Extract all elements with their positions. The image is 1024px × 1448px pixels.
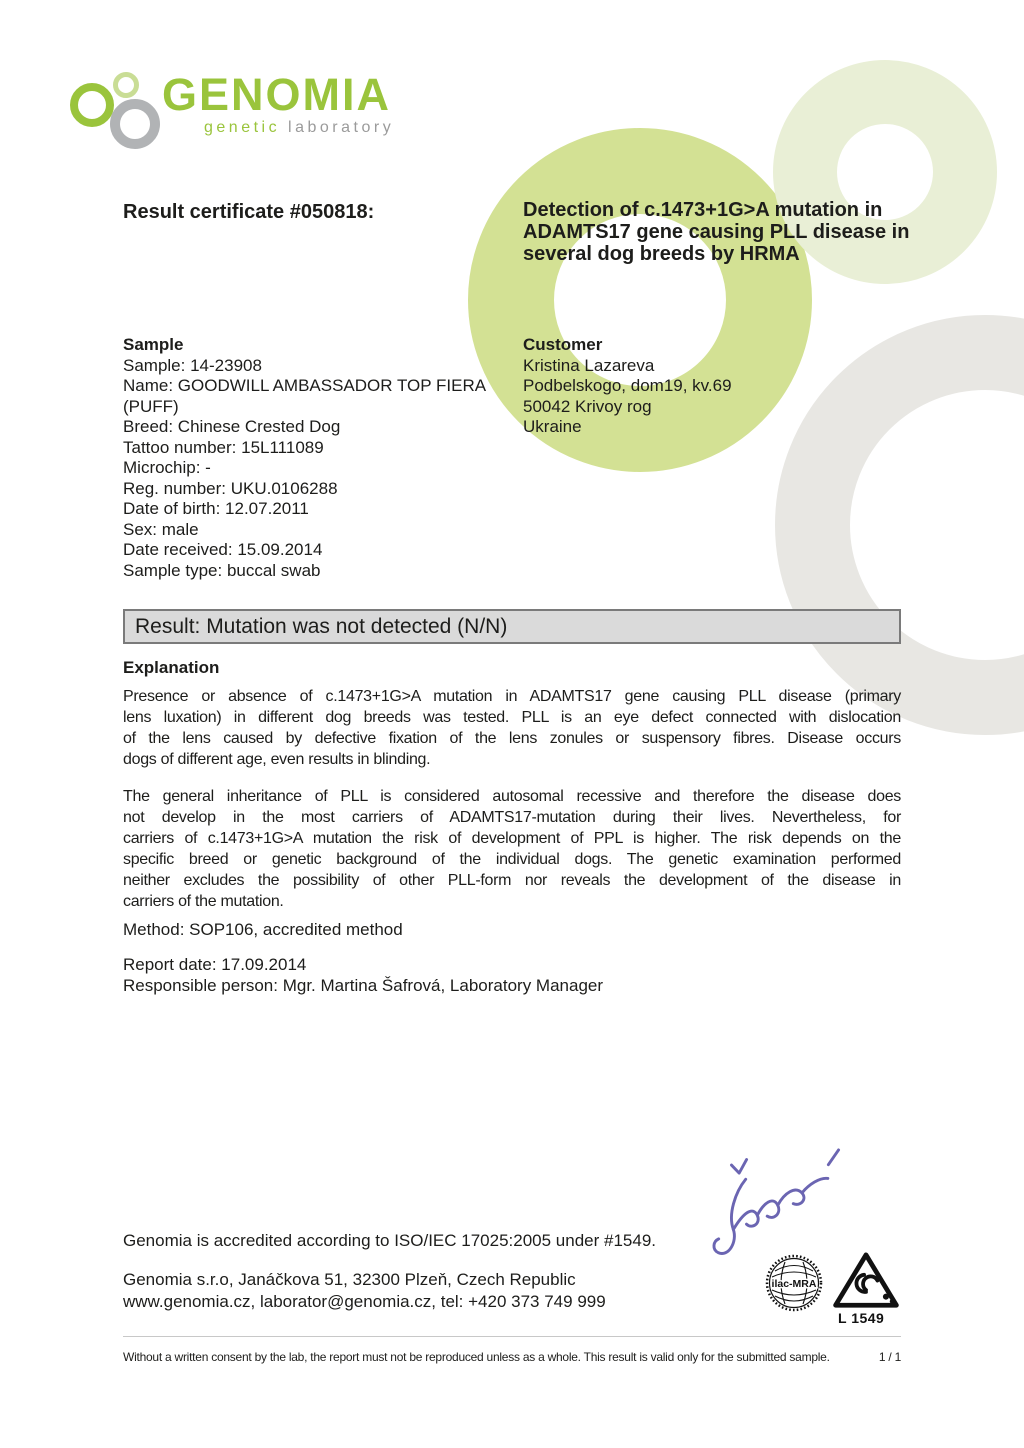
- paragraph-line: Presence or absence of c.1473+1G>A mutation in ADAMTS17 gene causing PLL disease (primary: [123, 688, 901, 705]
- paragraph-line: carriers of the mutation.: [123, 893, 284, 910]
- test-title: [523, 199, 923, 265]
- sample-info-line: (PUFF): [123, 396, 179, 416]
- accreditation-triangle-logo-icon: [831, 1252, 901, 1309]
- accreditation-number-label: L 1549: [838, 1310, 885, 1326]
- sample-info-line: Sample type: buccal swab: [123, 560, 321, 580]
- logo-ring-green-icon: [70, 83, 114, 127]
- sample-info-line: Date of birth: 12.07.2011: [123, 499, 309, 518]
- customer-info-line: Kristina Lazareva: [523, 355, 655, 375]
- brand-wordmark: GENOMIA: [162, 69, 392, 120]
- sample-block: [123, 335, 508, 581]
- sample-lines: [123, 356, 508, 582]
- sample-info-line: Reg. number: UKU.0106288: [123, 478, 338, 498]
- accreditation-statement: Genomia is accredited according to ISO/IEC 17025:2005 under #1549.: [123, 1231, 657, 1250]
- test-title-line: Detection of c.1473+1G>A mutation in: [523, 199, 883, 221]
- paragraph-line: neither excludes the possibility of other PLL-form nor reveals the development of the disease in: [123, 872, 901, 889]
- explanation-paragraph-1: [123, 686, 901, 770]
- sample-info-line: Breed: Chinese Crested Dog: [123, 417, 341, 436]
- footer-divider: [123, 1336, 901, 1337]
- paragraph-line: not develop in the most carriers of ADAMTS17-mutation during their lives. Nevertheless, for: [123, 809, 901, 826]
- paragraph-line: dogs of different age, even results in blinding.: [123, 751, 431, 768]
- method-line: Method: SOP106, accredited method: [123, 920, 403, 939]
- paragraph-line: carriers of c.1473+1G>A mutation the risk of development of PPL is higher. The risk depends on the: [123, 830, 901, 847]
- brand-tagline: [204, 119, 394, 137]
- sample-heading: Sample: [123, 335, 184, 354]
- logo-ring-gray-icon: [110, 99, 160, 149]
- report-date-line: Report date: 17.09.2014: [123, 955, 307, 974]
- sample-info-line: Tattoo number: 15L111089: [123, 437, 324, 457]
- sample-info-line: Sex: male: [123, 519, 199, 539]
- explanation-paragraph-2: [123, 786, 901, 912]
- footer-disclaimer: Without a written consent by the lab, the report must not be reproduced unless as a whole. This result is valid only for the submitted sample.: [123, 1350, 830, 1364]
- customer-lines: [523, 356, 853, 438]
- company-contact-line: www.genomia.cz, laborator@genomia.cz, tel: +420 373 749 999: [123, 1291, 606, 1311]
- sample-info-line: Microchip: -: [123, 458, 211, 477]
- certificate-number-label: Result certificate #050818:: [123, 201, 375, 223]
- customer-info-line: 50042 Krivoy rog: [523, 396, 652, 416]
- tagline-laboratory: laboratory: [288, 119, 395, 136]
- page-indicator: 1 / 1: [878, 1350, 901, 1364]
- company-address-line: Genomia s.r.o, Janáčkova 51, 32300 Plzeň, Czech Republic: [123, 1270, 576, 1289]
- test-title-line: ADAMTS17 gene causing PLL disease in: [523, 221, 910, 243]
- sample-info-line: Sample: 14-23908: [123, 355, 262, 375]
- logo-ring-pale-icon: [113, 72, 139, 98]
- explanation-heading: Explanation: [123, 658, 220, 677]
- paragraph-line: The general inheritance of PLL is considered autosomal recessive and therefore the disease does: [123, 788, 901, 805]
- customer-heading: Customer: [523, 335, 603, 354]
- responsible-person-line: Responsible person: Mgr. Martina Šafrová, Laboratory Manager: [123, 976, 604, 995]
- ilac-mra-label: ilac-MRA: [771, 1278, 817, 1290]
- footer: [123, 1350, 901, 1364]
- result-box: Result: Mutation was not detected (N/N): [123, 609, 901, 644]
- paragraph-line: of the lens caused by defective fixation of the lens zonules or suspensory fibres. Disease occurs: [123, 730, 901, 747]
- test-title-line: several dog breeds by HRMA: [523, 243, 800, 265]
- paragraph-line: specific breed or genetic background of the individual dogs. The genetic examination performed: [123, 851, 901, 868]
- paragraph-line: lens luxation) in different dog breeds was tested. PLL is an eye defect connected with dislocation: [123, 709, 901, 726]
- sample-info-line: Date received: 15.09.2014: [123, 540, 323, 559]
- customer-info-line: Podbelskogo, dom19, kv.69: [523, 376, 732, 395]
- customer-info-line: Ukraine: [523, 417, 582, 436]
- ilac-mra-logo-icon: [765, 1254, 823, 1312]
- tagline-genetic: genetic: [204, 119, 281, 136]
- sample-info-line: Name: GOODWILL AMBASSADOR TOP FIERA: [123, 376, 487, 395]
- customer-block: [523, 335, 853, 438]
